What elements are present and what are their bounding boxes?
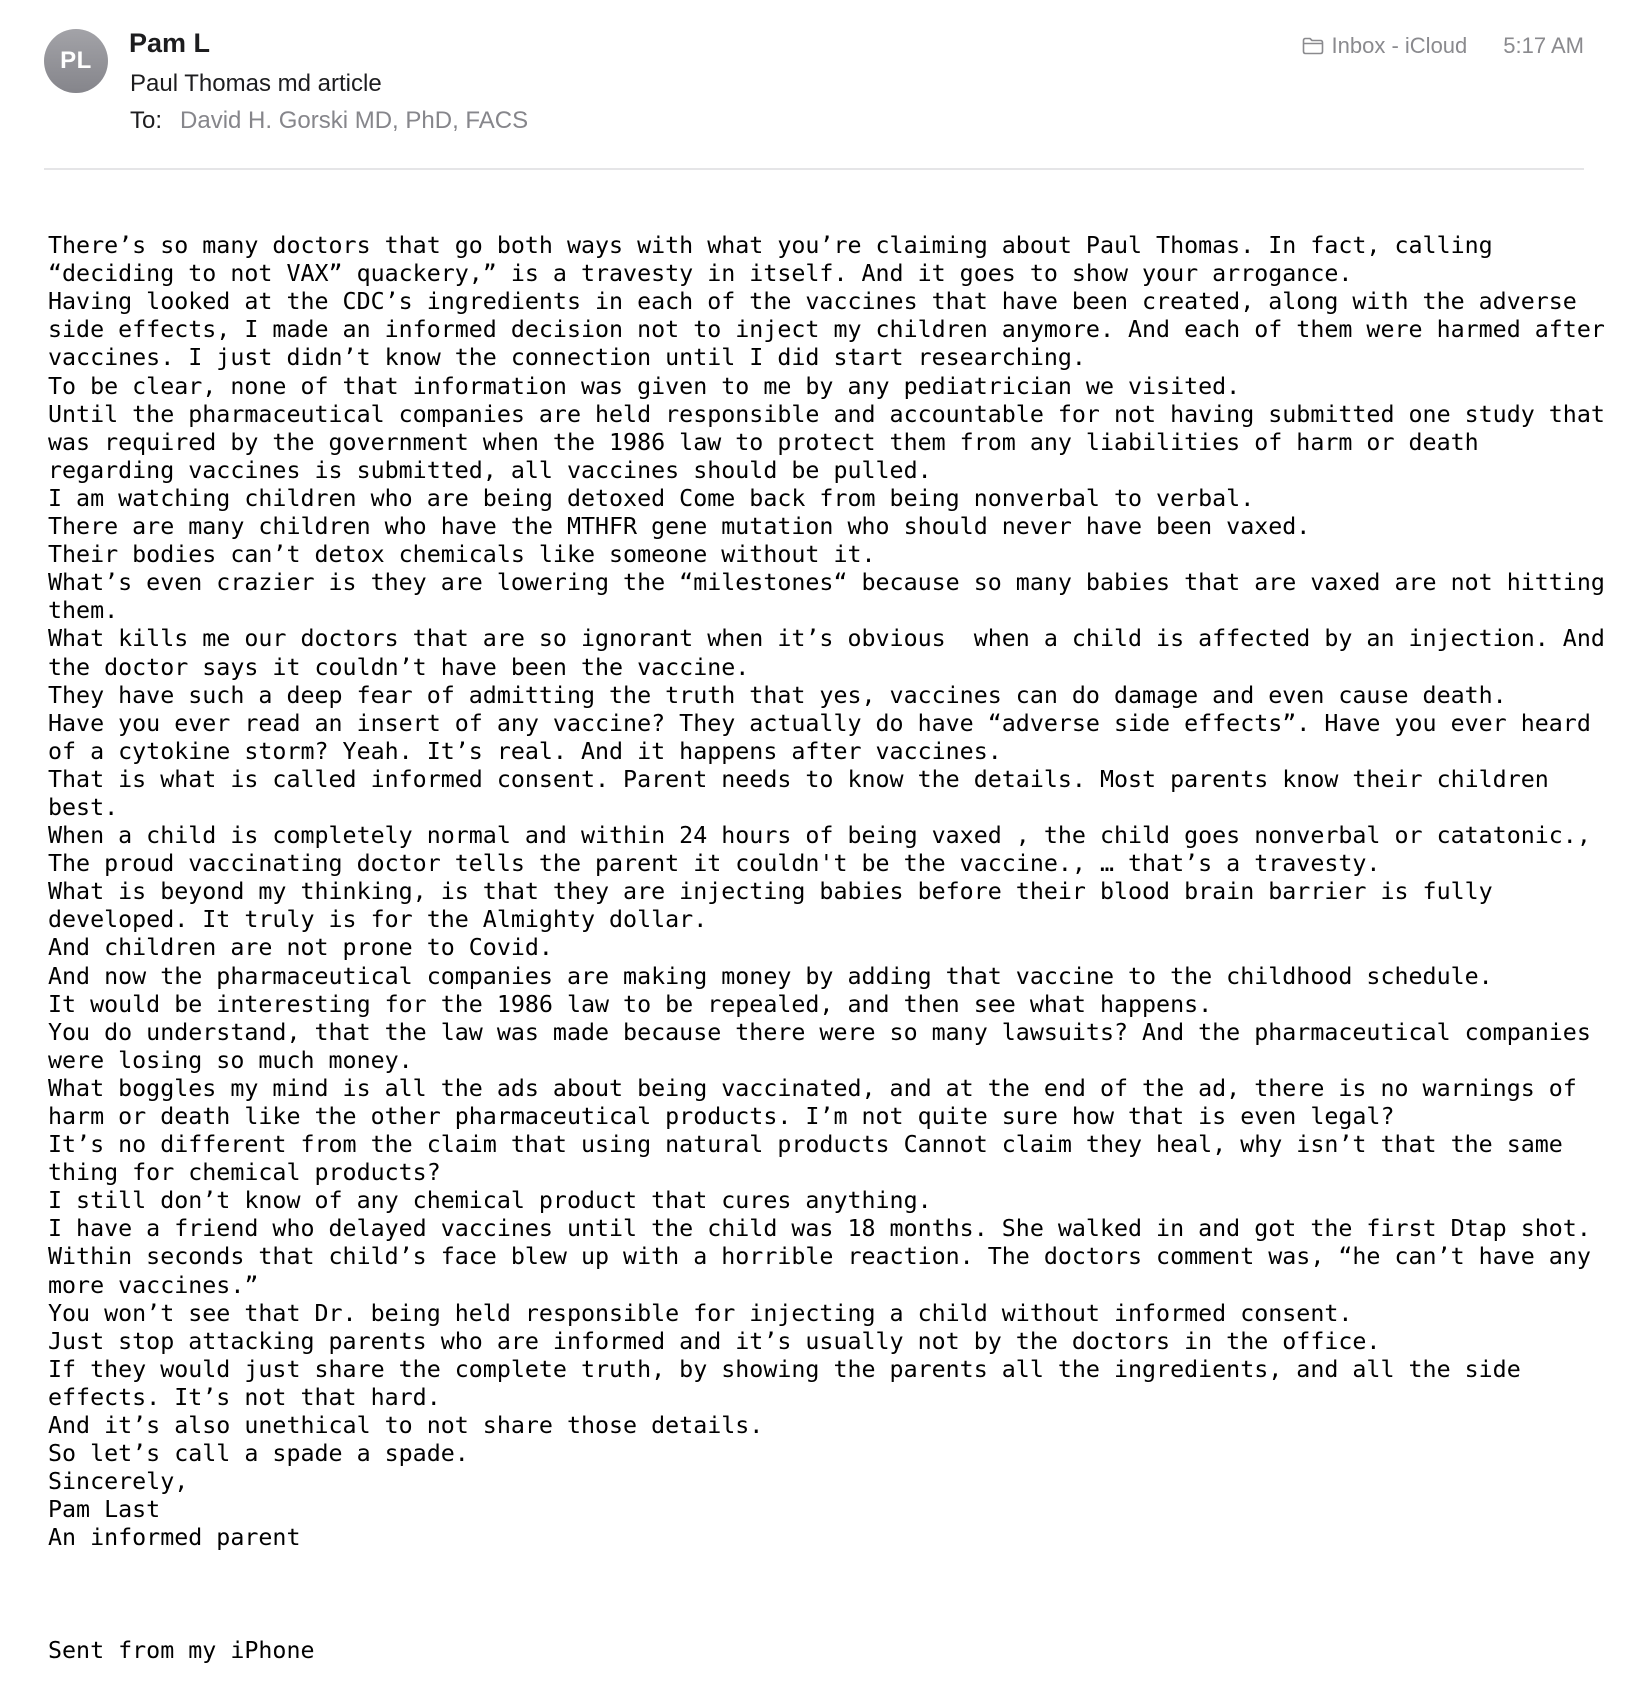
recipient-name[interactable]: David H. Gorski MD, PhD, FACS <box>180 107 529 134</box>
avatar-initials: PL <box>60 47 92 74</box>
body-line: And it’s also unethical to not share those details. <box>48 1412 764 1440</box>
message-subject: Paul Thomas md article <box>130 70 382 97</box>
body-line: Their bodies can’t detox chemicals like someone without it. <box>48 541 876 569</box>
body-line: It’s no different from the claim that using natural products Cannot claim they heal, why isn’t that the same thing for chemical products? <box>48 1131 1577 1187</box>
body-line: I have a friend who delayed vaccines until the child was 18 months. She walked in and got the first Dtap shot. <box>48 1215 1591 1243</box>
body-line: I am watching children who are being detoxed Come back from being nonverbal to verbal. <box>48 484 1255 512</box>
body-line: I still don’t know of any chemical product that cures anything. <box>48 1187 932 1215</box>
message-body <box>48 204 1619 1665</box>
to-label: To: <box>130 107 163 134</box>
body-line: Have you ever read an insert of any vaccine? They actually do have “adverse side effects”. Have you ever heard of a cytokine storm? Yeah. It’s real. And it happens after vaccines. <box>48 709 1605 765</box>
body-line: And children are not prone to Covid. <box>48 934 553 962</box>
body-line: Sincerely, <box>48 1468 189 1496</box>
folder-icon <box>1302 37 1324 55</box>
body-line: An informed parent <box>48 1524 301 1552</box>
message-meta <box>1302 33 1584 59</box>
header-divider <box>44 168 1584 170</box>
mailbox-label[interactable]: Inbox - iCloud <box>1331 33 1468 58</box>
body-line: That is what is called informed consent. Parent needs to know the details. Most parents know their children best. <box>48 765 1563 821</box>
body-line: If they would just share the complete truth, by showing the parents all the ingredients, and all the side effects. It’s not that hard. <box>48 1355 1535 1411</box>
body-line: Having looked at the CDC’s ingredients in each of the vaccines that have been created, along with the adverse side effects, I made an informed decision not to inject my children anymore. And each of them were harmed after vaccines. I just didn’t know the connection until I did start researching. <box>48 288 1619 372</box>
body-line: What’s even crazier is they are lowering the “milestones“ because so many babies that are vaxed are not hitting them. <box>48 569 1619 625</box>
body-line: What is beyond my thinking, is that they are injecting babies before their blood brain barrier is fully developed. It truly is for the Almighty dollar. <box>48 878 1507 934</box>
sender-avatar[interactable] <box>44 29 108 93</box>
recipient-row <box>130 107 528 135</box>
body-line: To be clear, none of that information was given to me by any pediatrician we visited. <box>48 372 1241 400</box>
body-line: Until the pharmaceutical companies are held responsible and accountable for not having submitted one study that was required by the government when the 1986 law to protect them from any liabilities of harm or death regarding vaccines is submitted, all vaccines should be pulled. <box>48 400 1619 484</box>
body-line: It would be interesting for the 1986 law to be repealed, and then see what happens. <box>48 990 1213 1018</box>
body-line: There are many children who have the MTHFR gene mutation who should never have been vaxed. <box>48 513 1311 541</box>
email-signature: Sent from my iPhone <box>48 1636 315 1664</box>
message-time: 5:17 AM <box>1503 33 1584 58</box>
body-line: Just stop attacking parents who are informed and it’s usually not by the doctors in the office. <box>48 1327 1381 1355</box>
body-line: Within seconds that child’s face blew up with a horrible reaction. The doctors comment was, “he can’t have any more vaccines.” <box>48 1243 1605 1299</box>
body-line: There’s so many doctors that go both ways with what you’re claiming about Paul Thomas. In fact, calling “deciding to not VAX” quackery,” is a travesty in itself. And it goes to show your arrogance. <box>48 232 1507 288</box>
body-line: What kills me our doctors that are so ignorant when it’s obvious when a child is affected by an injection. And the doctor says it couldn’t have been the vaccine. <box>48 625 1619 681</box>
body-line: They have such a deep fear of admitting the truth that yes, vaccines can do damage and even cause death. <box>48 681 1507 709</box>
body-line: You do understand, that the law was made because there were so many lawsuits? And the pharmaceutical companies were losing so much money. <box>48 1018 1605 1074</box>
body-line: What boggles my mind is all the ads about being vaccinated, and at the end of the ad, there is no warnings of harm or death like the other pharmaceutical products. I’m not quite sure how that is even legal? <box>48 1074 1591 1130</box>
message-header <box>0 0 1629 170</box>
sender-name[interactable]: Pam L <box>129 28 211 58</box>
body-line: When a child is completely normal and within 24 hours of being vaxed , the child goes nonverbal or catatonic., The proud vaccinating doctor tells the parent it couldn't be the vaccine., … that’s a travesty. <box>48 822 1605 878</box>
body-line: You won’t see that Dr. being held responsible for injecting a child without informed consent. <box>48 1299 1353 1327</box>
body-line: So let’s call a spade a spade. <box>48 1440 469 1468</box>
body-line: Pam Last <box>48 1496 161 1524</box>
body-line: And now the pharmaceutical companies are making money by adding that vaccine to the childhood schedule. <box>48 962 1493 990</box>
